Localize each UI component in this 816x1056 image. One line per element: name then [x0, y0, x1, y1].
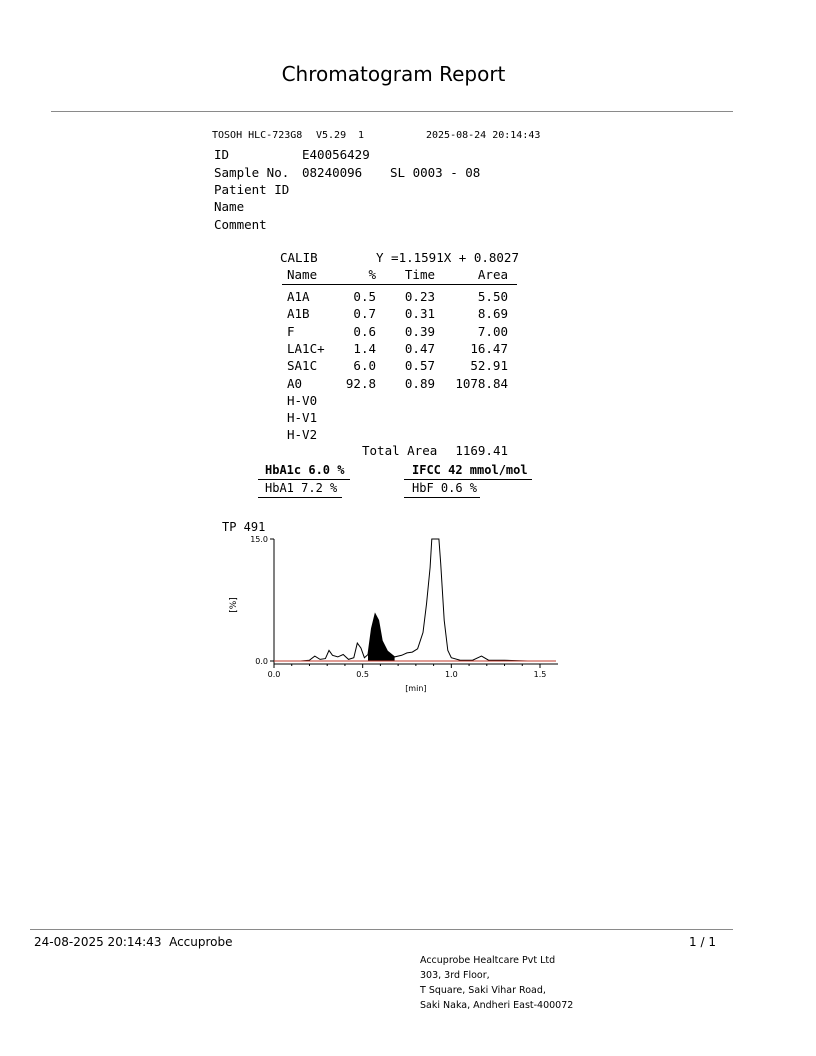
table-row [287, 288, 517, 305]
table-row [287, 375, 517, 392]
cell-time: 0.23 [404, 289, 435, 304]
cell-time: 0.39 [404, 323, 435, 339]
cell-time: 0.31 [404, 306, 435, 322]
total-area-value: 1169.41 [455, 443, 508, 458]
instrument-name: TOSOH HLC-723G8 [212, 130, 303, 141]
cell-area: 1078.84 [455, 375, 508, 391]
channel-number: 1 [358, 130, 365, 141]
cell-pct: 92.8 [345, 375, 376, 391]
cell-time: 0.47 [404, 340, 435, 356]
id-label: ID [214, 147, 230, 162]
table-row [287, 426, 517, 443]
cell-pct: 0.5 [353, 289, 376, 304]
hba1-result: HbA1 7.2 % [265, 481, 338, 495]
cell-area: 8.69 [477, 306, 508, 322]
x-tick-label: 1.5 [533, 670, 547, 679]
cell-name: SA1C [287, 358, 318, 374]
col-header-name: Name [287, 267, 318, 282]
calib-equation: Y =1.1591X + 0.8027 [376, 250, 519, 265]
cell-name: H-V2 [287, 427, 318, 443]
footer-timestamp: 24-08-2025 20:14:43 Accuprobe [34, 935, 233, 949]
y-axis-label: [%] [229, 597, 239, 613]
x-axis-label: [min] [405, 684, 427, 693]
calib-label: CALIB [280, 250, 318, 265]
hbf-result: HbF 0.6 % [412, 481, 478, 495]
cell-area: 7.00 [477, 323, 508, 339]
cell-name: LA1C+ [287, 340, 325, 356]
ifcc-result: IFCC 42 mmol/mol [412, 463, 528, 477]
hba1c-underline [258, 479, 350, 480]
hbf-underline [404, 497, 480, 498]
table-header-rule [282, 284, 517, 285]
y-tick-label: 15.0 [250, 535, 268, 544]
x-tick-label: 0.5 [356, 670, 370, 679]
cell-pct: 6.0 [353, 358, 376, 374]
table-row [287, 392, 517, 409]
ifcc-underline [404, 479, 532, 480]
id-value: E40056429 [302, 147, 370, 162]
cell-time: 0.89 [404, 375, 435, 391]
chromatogram-trace [274, 539, 528, 661]
sample-no-label: Sample No. [214, 165, 290, 180]
table-row [287, 323, 517, 340]
cell-area: 5.50 [477, 289, 508, 304]
title-divider [51, 111, 733, 112]
y-tick-label: 0.0 [255, 657, 268, 666]
cell-pct: 0.7 [353, 306, 376, 322]
table-row [287, 340, 517, 357]
col-header-pct: % [368, 267, 376, 282]
table-row [287, 357, 517, 374]
table-row [287, 305, 517, 322]
sample-position: SL 0003 - 08 [390, 165, 481, 180]
analysis-datetime: 2025-08-24 20:14:43 [426, 130, 541, 141]
total-area-label: Total Area [362, 443, 438, 458]
address-line-3: Saki Naka, Andheri East-400072 [420, 1000, 574, 1011]
chromatogram-chart [210, 515, 570, 695]
cell-name: A0 [287, 375, 303, 391]
cell-area: 16.47 [470, 340, 508, 356]
x-tick-label: 1.0 [444, 670, 458, 679]
company-name: Accuprobe Healtcare Pvt Ltd [420, 955, 556, 966]
cell-name: A1B [287, 306, 310, 322]
cell-name: H-V0 [287, 392, 318, 408]
cell-pct: 1.4 [353, 340, 376, 356]
col-header-area: Area [477, 267, 508, 282]
cell-name: F [287, 323, 295, 339]
hba1c-result: HbA1c 6.0 % [265, 463, 345, 477]
cell-time: 0.57 [404, 358, 435, 374]
page-number: 1 / 1 [689, 935, 716, 949]
x-tick-label: 0.0 [267, 670, 281, 679]
name-label: Name [214, 199, 245, 214]
hba1-underline [258, 497, 342, 498]
cell-name: H-V1 [287, 410, 318, 426]
page-title: Chromatogram Report [281, 62, 506, 86]
footer-divider [30, 929, 733, 930]
software-version: V5.29 [316, 130, 347, 141]
sample-no-value: 08240096 [302, 165, 363, 180]
address-line-1: 303, 3rd Floor, [420, 970, 490, 981]
cell-area: 52.91 [470, 358, 508, 374]
cell-pct: 0.6 [353, 323, 376, 339]
table-row [287, 409, 517, 426]
patient-id-label: Patient ID [214, 182, 290, 197]
chart-title: TP 491 [222, 520, 266, 534]
col-header-time: Time [404, 267, 435, 282]
cell-name: A1A [287, 289, 310, 304]
address-line-2: T Square, Saki Vihar Road, [420, 985, 546, 996]
comment-label: Comment [214, 217, 267, 232]
